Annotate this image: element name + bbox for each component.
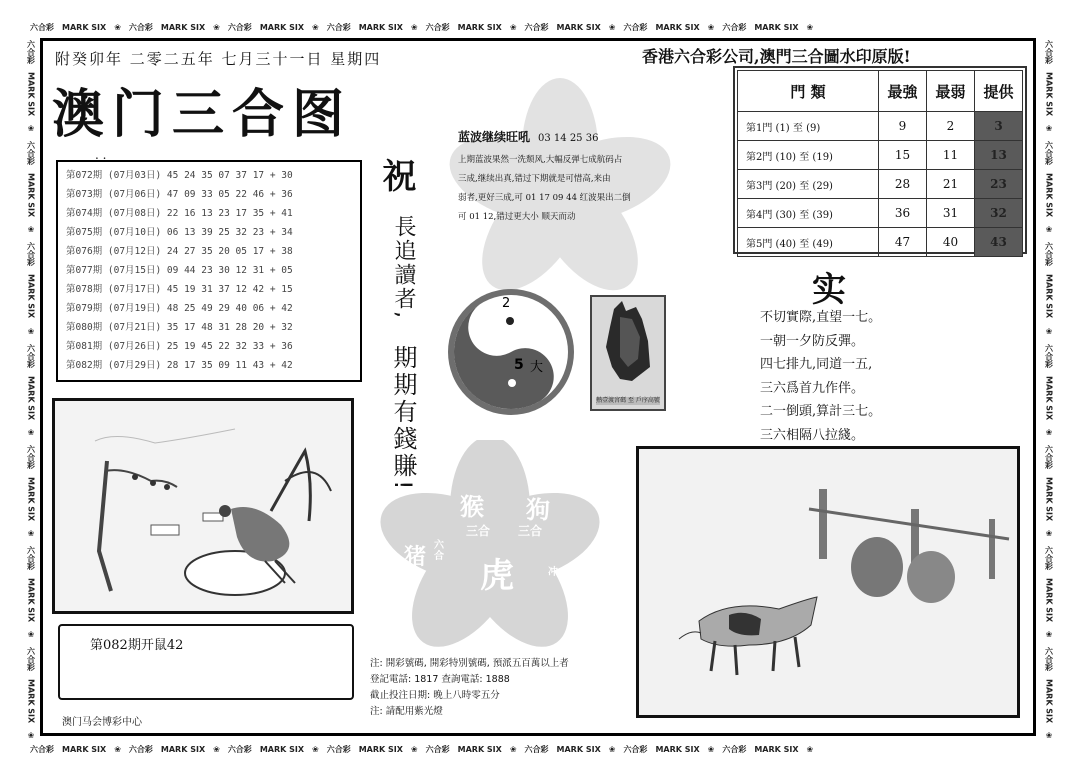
flower-icon: ❀ (707, 22, 715, 32)
border-mark-six: MARK SIX (26, 274, 36, 319)
note-line: 注: 開彩號碼, 開彩特別號碼, 預派五百萬以上者 (370, 658, 569, 669)
horse-head-icon (592, 297, 664, 387)
border-logo-text: 六合彩 (26, 242, 36, 267)
border-logo-text: 六合彩 (30, 744, 54, 754)
poem-line: 一朝一夕防反彈。 (760, 333, 865, 349)
door-weak: 40 (927, 228, 975, 257)
border-mark-six: MARK SIX (1044, 274, 1054, 319)
door-provide: 32 (975, 199, 1023, 228)
flower-icon: ❀ (114, 744, 121, 754)
border-logo-text: 六合彩 (326, 744, 351, 754)
company-banner: 香港六合彩公司,澳門三合圖水印原版! (642, 47, 911, 66)
result-row: 第082期 (07月29日) 28 17 35 09 11 43 + 42 (66, 360, 293, 371)
border-mark-six: MARK SIX (26, 578, 36, 623)
note-line: 截止投注日期: 晚上八時零五分 (370, 690, 500, 701)
footer-left: 澳门马会博彩中心 (62, 717, 142, 728)
open-result-box (58, 624, 354, 700)
door-range: 第1門 (1) 至 (9) (738, 112, 879, 141)
border-mark-six: MARK SIX (655, 22, 700, 32)
result-row: 第074期 (07月08日) 22 16 13 23 17 35 + 41 (66, 208, 293, 219)
door-provide: 3 (975, 112, 1023, 141)
result-row: 第080期 (07月21日) 35 17 48 31 28 20 + 32 (66, 322, 293, 333)
border-logo-text: 六合彩 (128, 744, 153, 754)
border-logo-text: 六合彩 (227, 22, 252, 32)
door-strong: 36 (879, 199, 927, 228)
border-logo-text: 六合彩 (623, 22, 648, 32)
flower-icon: ❀ (1044, 529, 1054, 539)
poem-body (760, 306, 881, 447)
result-row: 第073期 (07月06日) 47 09 33 05 22 46 + 36 (66, 189, 293, 200)
flower-icon: ❀ (608, 22, 616, 32)
door-range: 第2門 (10) 至 (19) (738, 141, 879, 170)
door-table (737, 70, 1023, 257)
door-provide: 13 (975, 141, 1023, 170)
door-weak: 21 (927, 170, 975, 199)
table-header-row (738, 71, 1023, 112)
flower-icon: ❀ (1044, 731, 1054, 740)
rooster-drawing (55, 401, 351, 611)
door-range: 第4門 (30) 至 (39) (738, 199, 879, 228)
border-bottom (30, 740, 1050, 758)
door-weak: 2 (927, 112, 975, 141)
tip-line: 上期蓝波果然一洗颓风,大幅反弹七成航码占 (458, 155, 623, 165)
flower-icon: ❀ (410, 22, 418, 32)
border-mark-six: MARK SIX (1044, 72, 1054, 117)
poem-line: 不切實際,直望一七。 (760, 310, 882, 325)
flower-icon: ❀ (312, 22, 319, 32)
result-row: 第078期 (07月17日) 45 19 31 37 12 42 + 15 (66, 284, 293, 295)
border-mark-six: MARK SIX (655, 744, 700, 754)
border-mark-six: MARK SIX (754, 22, 799, 32)
table-row (738, 141, 1023, 170)
result-row: 第076期 (07月12日) 24 27 35 20 05 17 + 38 (66, 246, 293, 257)
tip-line: 可 01 12,错过更大小 顺天而动 (458, 212, 576, 222)
poem-title: 实 (812, 270, 846, 310)
border-mark-six: MARK SIX (26, 679, 36, 724)
note-line: 注: 請配用紫光燈 (370, 706, 443, 717)
flower-icon: ❀ (806, 744, 814, 754)
border-logo-text: 六合彩 (26, 141, 36, 166)
flower-icon: ❀ (213, 22, 220, 32)
door-range: 第5門 (40) 至 (49) (738, 228, 879, 257)
zodiac-monkey: 猴 (460, 493, 484, 521)
flower-icon: ❀ (26, 124, 36, 134)
tip-code: 03 14 25 36 (538, 133, 599, 144)
border-top (30, 18, 1050, 36)
horse-card (590, 295, 666, 411)
door-weak: 31 (927, 199, 975, 228)
zodiac-sanhe-right: 三合 (518, 524, 543, 538)
flower-icon: ❀ (26, 630, 36, 640)
border-logo-text: 六合彩 (1044, 444, 1054, 469)
col-weak: 最弱 (927, 71, 975, 112)
door-weak: 11 (927, 141, 975, 170)
note-line: 登記電話: 1817 查詢電話: 1888 (370, 674, 510, 685)
flower-icon: ❀ (1044, 326, 1054, 336)
border-logo-text: 六合彩 (1044, 343, 1054, 368)
flower-icon: ❀ (26, 731, 36, 740)
border-logo-text: 六合彩 (227, 744, 252, 754)
result-row: 第077期 (07月15日) 09 44 23 30 12 31 + 05 (66, 265, 293, 276)
zodiac-dog: 狗 (526, 496, 550, 524)
tip-body (458, 151, 688, 227)
door-provide: 23 (975, 170, 1023, 199)
greeting-line1: 長追讀者, (391, 215, 416, 320)
zodiac-pig: 猪 (404, 545, 427, 570)
zodiac-tiger: 虎 (480, 556, 514, 596)
flower-icon: ❀ (312, 744, 319, 754)
border-logo-text: 六合彩 (1044, 40, 1054, 64)
notes-block (370, 656, 569, 720)
border-mark-six: MARK SIX (1044, 375, 1054, 420)
table-row (738, 228, 1023, 257)
border-mark-six: MARK SIX (1044, 476, 1054, 522)
zodiac-ox: 牛 (572, 558, 596, 586)
yin-label-bottom: 大 (530, 360, 544, 375)
col-door: 門 類 (738, 71, 879, 112)
border-logo-text: 六合彩 (425, 744, 450, 754)
poem-line: 二一倒頭,算計三七。 (760, 404, 882, 419)
border-logo-text: 六合彩 (623, 744, 648, 754)
border-logo-text: 六合彩 (722, 22, 747, 32)
border-mark-six: MARK SIX (457, 744, 502, 754)
border-mark-six: MARK SIX (556, 744, 601, 754)
tip-line: 三成,继续出真,错过下期就是可惜高,来由 (458, 174, 611, 184)
border-mark-six: MARK SIX (26, 72, 36, 117)
flower-icon: ❀ (1044, 225, 1054, 235)
greeting-line2: 期期有錢賺! (389, 345, 417, 493)
zodiac-sanhe-left: 三合 (466, 524, 491, 538)
flower-icon: ❀ (1044, 124, 1054, 134)
border-mark-six: MARK SIX (754, 744, 799, 754)
border-logo-text: 六合彩 (1044, 242, 1054, 267)
border-mark-six: MARK SIX (62, 744, 107, 754)
border-mark-six: MARK SIX (160, 744, 206, 754)
greeting-big: 祝 (376, 158, 416, 192)
door-strong: 28 (879, 170, 927, 199)
zodiac-liuhe: 六合 (434, 540, 444, 562)
border-mark-six: MARK SIX (1044, 679, 1054, 724)
tip-title-row (458, 128, 688, 145)
result-row: 第075期 (07月10日) 06 13 39 25 32 23 + 34 (66, 227, 293, 238)
border-mark-six: MARK SIX (26, 173, 36, 218)
flower-icon: ❀ (1044, 630, 1054, 640)
result-row: 第079期 (07月19日) 48 25 49 29 40 06 + 42 (66, 303, 293, 314)
border-mark-six: MARK SIX (1044, 578, 1054, 623)
border-logo-text: 六合彩 (26, 546, 36, 571)
border-logo-text: 六合彩 (1044, 546, 1054, 571)
flower-icon: ❀ (26, 529, 36, 539)
flower-icon: ❀ (806, 22, 814, 32)
flower-icon: ❀ (26, 225, 36, 235)
flower-icon: ❀ (26, 326, 36, 336)
ox-illustration (636, 446, 1020, 718)
border-logo-text: 六合彩 (425, 22, 450, 32)
border-logo-text: 六合彩 (26, 647, 36, 672)
poem-line: 四七排九,同道一五, (760, 357, 873, 372)
border-mark-six: MARK SIX (160, 22, 206, 32)
border-mark-six: MARK SIX (259, 744, 305, 754)
col-strong: 最強 (879, 71, 927, 112)
door-provide: 43 (975, 228, 1023, 257)
door-strong: 9 (879, 112, 927, 141)
yin-yang-icon (442, 287, 580, 417)
ox-drawing (639, 449, 1017, 715)
poem-line: 三六爲首九作伴。 (760, 380, 865, 396)
border-mark-six: MARK SIX (26, 375, 36, 420)
title-dots: . . (95, 148, 107, 162)
border-mark-six: MARK SIX (358, 22, 403, 32)
border-mark-six: MARK SIX (556, 22, 601, 32)
flower-icon: ❀ (608, 744, 616, 754)
border-logo-text: 六合彩 (128, 22, 153, 32)
border-mark-six: MARK SIX (1044, 173, 1054, 218)
open-result: 第082期开鼠42 (90, 638, 184, 653)
border-logo-text: 六合彩 (1044, 647, 1054, 672)
flower-icon: ❀ (707, 744, 715, 754)
border-logo-text: 六合彩 (30, 22, 54, 32)
zodiac-chong: 冲 (548, 567, 558, 578)
border-logo-text: 六合彩 (524, 22, 549, 32)
table-row (738, 170, 1023, 199)
border-right (1040, 40, 1058, 740)
horse-caption: 熱壹渡宮碼 至 戶序高號 (596, 397, 660, 404)
door-strong: 15 (879, 141, 927, 170)
door-strong: 47 (879, 228, 927, 257)
table-row (738, 112, 1023, 141)
blue-wave-tip (458, 128, 688, 227)
border-logo-text: 六合彩 (26, 343, 36, 368)
page-title: 澳门三合图 (52, 85, 353, 145)
rooster-illustration (52, 398, 354, 614)
border-mark-six: MARK SIX (26, 476, 36, 522)
flower-icon: ❀ (509, 22, 517, 32)
results-list (56, 160, 362, 382)
yin-num-top: 2 (502, 296, 511, 311)
tip-title: 蓝波继续旺吼 (458, 130, 531, 144)
yin-num-bottom: 5 (514, 357, 524, 373)
flower-icon: ❀ (509, 744, 517, 754)
border-logo-text: 六合彩 (26, 444, 36, 469)
col-provide: 提供 (975, 71, 1023, 112)
poem-line: 三六相隔八拉綫。 (760, 427, 865, 443)
door-range: 第3門 (20) 至 (29) (738, 170, 879, 199)
border-logo-text: 六合彩 (26, 40, 36, 64)
flower-icon: ❀ (114, 22, 121, 32)
border-mark-six: MARK SIX (259, 22, 305, 32)
border-mark-six: MARK SIX (358, 744, 403, 754)
flower-icon: ❀ (410, 744, 418, 754)
border-left (22, 40, 40, 740)
border-mark-six: MARK SIX (457, 22, 502, 32)
result-row: 第081期 (07月26日) 25 19 45 22 32 33 + 36 (66, 341, 293, 352)
result-row: 第072期 (07月03日) 45 24 35 07 37 17 + 30 (66, 170, 293, 181)
tip-line: 弱者,更好三成,可 01 17 09 44 红波果出二倒 (458, 193, 631, 203)
border-mark-six: MARK SIX (62, 22, 107, 32)
flower-icon: ❀ (26, 427, 36, 437)
flower-icon: ❀ (213, 744, 220, 754)
flower-icon: ❀ (1044, 427, 1054, 437)
border-logo-text: 六合彩 (326, 22, 351, 32)
border-logo-text: 六合彩 (722, 744, 747, 754)
date-line: 附癸卯年 二零二五年 七月三十一日 星期四 (55, 50, 382, 68)
table-row (738, 199, 1023, 228)
border-logo-text: 六合彩 (524, 744, 549, 754)
border-logo-text: 六合彩 (1044, 141, 1054, 166)
